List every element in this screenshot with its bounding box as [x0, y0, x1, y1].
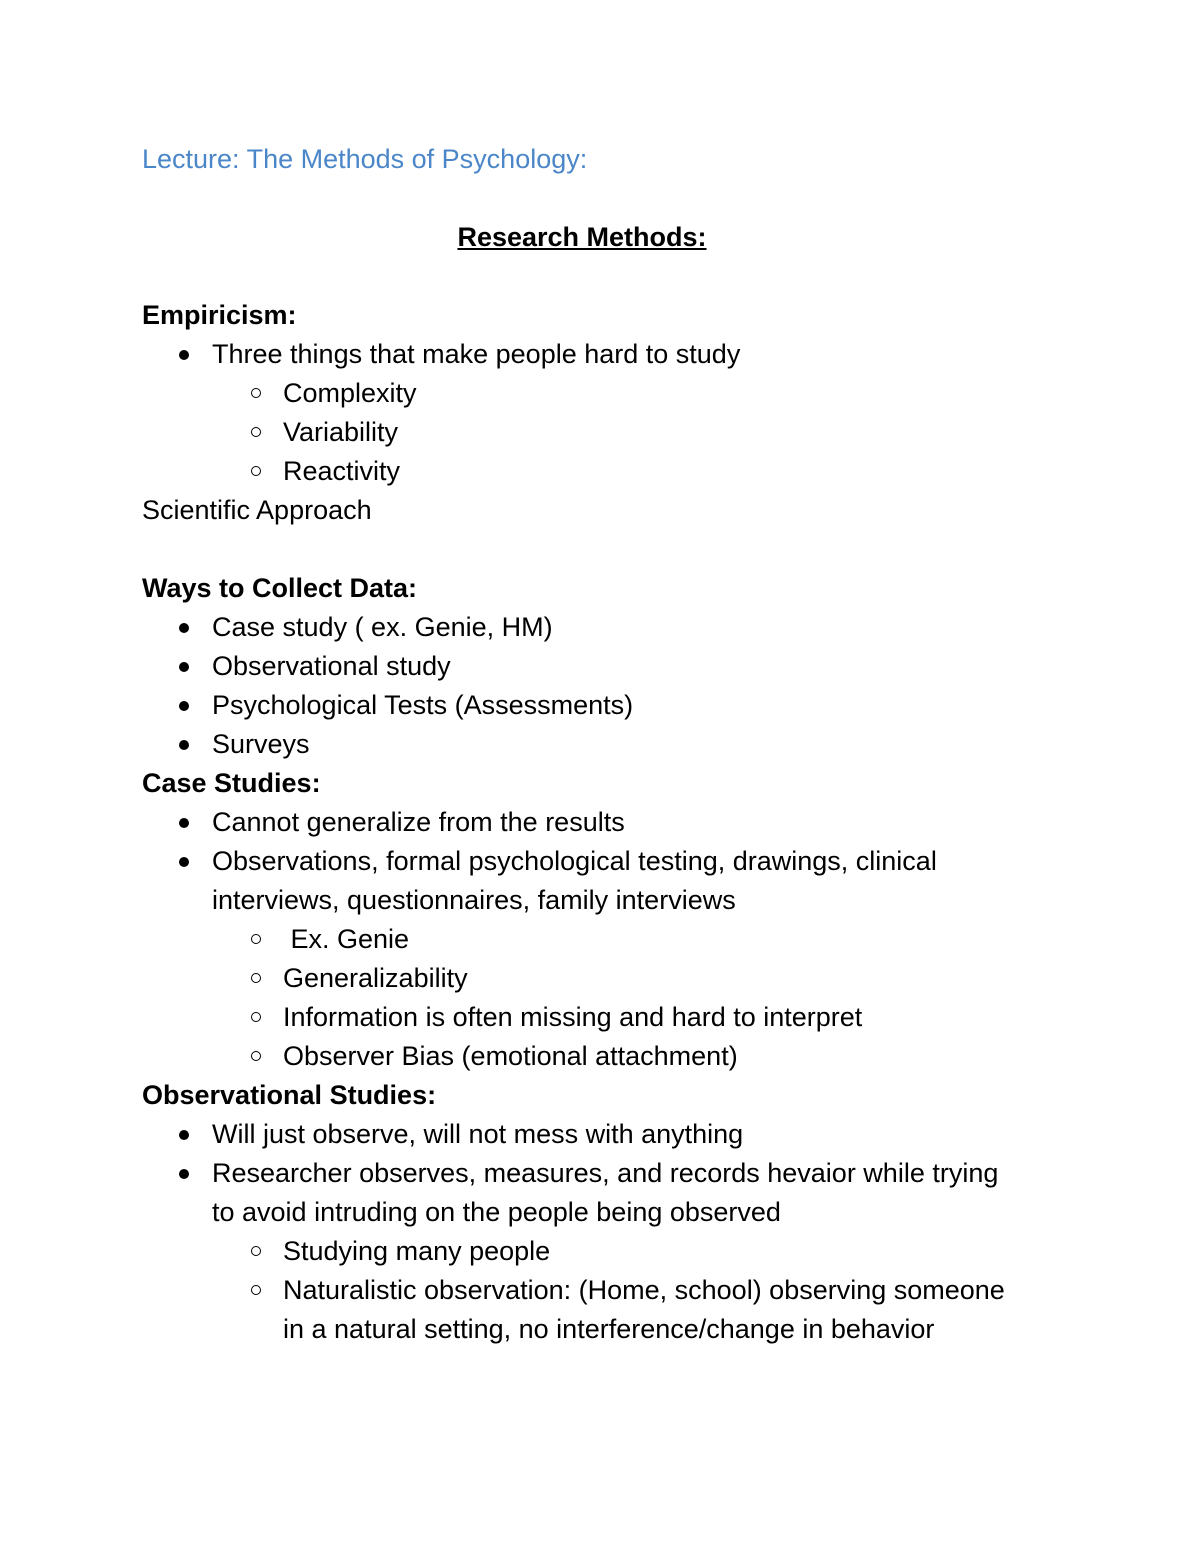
bullet-icon — [179, 1130, 189, 1140]
list-item-text: Observations, formal psychological testing, drawings, clinical interviews, questionnaires, family interviews — [212, 846, 937, 915]
list-item — [142, 413, 1022, 452]
document-page — [142, 140, 1022, 1349]
bullet-icon — [179, 701, 189, 711]
hollow-bullet-icon — [251, 1246, 261, 1256]
hollow-bullet-icon — [251, 1012, 261, 1022]
list-item — [142, 374, 1022, 413]
list-item — [142, 452, 1022, 491]
list-item — [142, 335, 1022, 491]
list-item-text: Information is often missing and hard to interpret — [283, 1002, 863, 1032]
list-item — [142, 1232, 1022, 1271]
list-item-text: Cannot generalize from the results — [212, 807, 625, 837]
observational-sublist — [142, 1232, 1022, 1349]
list-item — [142, 686, 1022, 725]
hollow-bullet-icon — [251, 427, 261, 437]
list-item — [142, 647, 1022, 686]
list-item-text: Observational study — [212, 651, 451, 681]
list-item-text: Naturalistic observation: (Home, school) observing someone in a natural setting, no interference/change in behavior — [283, 1275, 1005, 1344]
bullet-icon — [179, 662, 189, 672]
list-item-text: Will just observe, will not mess with anything — [212, 1119, 744, 1149]
ways-heading: Ways to Collect Data: — [142, 573, 418, 603]
hollow-bullet-icon — [251, 934, 261, 944]
scientific-approach-text: Scientific Approach — [142, 495, 372, 525]
case-studies-heading: Case Studies: — [142, 768, 321, 798]
list-item — [142, 998, 1022, 1037]
list-item — [142, 608, 1022, 647]
hollow-bullet-icon — [251, 1285, 261, 1295]
list-item — [142, 803, 1022, 842]
bullet-icon — [179, 1169, 189, 1179]
list-item-text: Three things that make people hard to study — [212, 339, 741, 369]
case-studies-list — [142, 803, 1022, 1076]
observational-list — [142, 1115, 1022, 1349]
bullet-icon — [179, 740, 189, 750]
list-item — [142, 1154, 1022, 1349]
list-item-text: Case study ( ex. Genie, HM) — [212, 612, 553, 642]
empiricism-list — [142, 335, 1022, 491]
list-item-text: Complexity — [283, 378, 417, 408]
list-item — [142, 1037, 1022, 1076]
list-item — [142, 959, 1022, 998]
list-item-text: Ex. Genie — [283, 924, 410, 954]
hollow-bullet-icon — [251, 466, 261, 476]
list-item-text: Observer Bias (emotional attachment) — [283, 1041, 738, 1071]
lecture-title: Lecture: The Methods of Psychology: — [142, 144, 588, 174]
list-item-text: Researcher observes, measures, and records hevaior while trying to avoid intruding on the people being observed — [212, 1158, 999, 1227]
empiricism-heading: Empiricism: — [142, 300, 297, 330]
list-item-text: Generalizability — [283, 963, 468, 993]
list-item-text: Studying many people — [283, 1236, 551, 1266]
research-methods-heading: Research Methods: — [457, 222, 707, 252]
hollow-bullet-icon — [251, 973, 261, 983]
list-item-text: Surveys — [212, 729, 310, 759]
observational-heading: Observational Studies: — [142, 1080, 437, 1110]
list-item — [142, 1115, 1022, 1154]
list-item-text: Variability — [283, 417, 399, 447]
bullet-icon — [179, 623, 189, 633]
empiricism-sublist — [142, 374, 1022, 491]
bullet-icon — [179, 350, 189, 360]
list-item — [142, 920, 1022, 959]
list-item — [142, 1271, 1022, 1349]
list-item-text: Psychological Tests (Assessments) — [212, 690, 634, 720]
hollow-bullet-icon — [251, 388, 261, 398]
list-item — [142, 842, 1022, 1076]
hollow-bullet-icon — [251, 1051, 261, 1061]
case-studies-sublist — [142, 920, 1022, 1076]
ways-list — [142, 608, 1022, 764]
bullet-icon — [179, 857, 189, 867]
bullet-icon — [179, 818, 189, 828]
list-item — [142, 725, 1022, 764]
list-item-text: Reactivity — [283, 456, 401, 486]
